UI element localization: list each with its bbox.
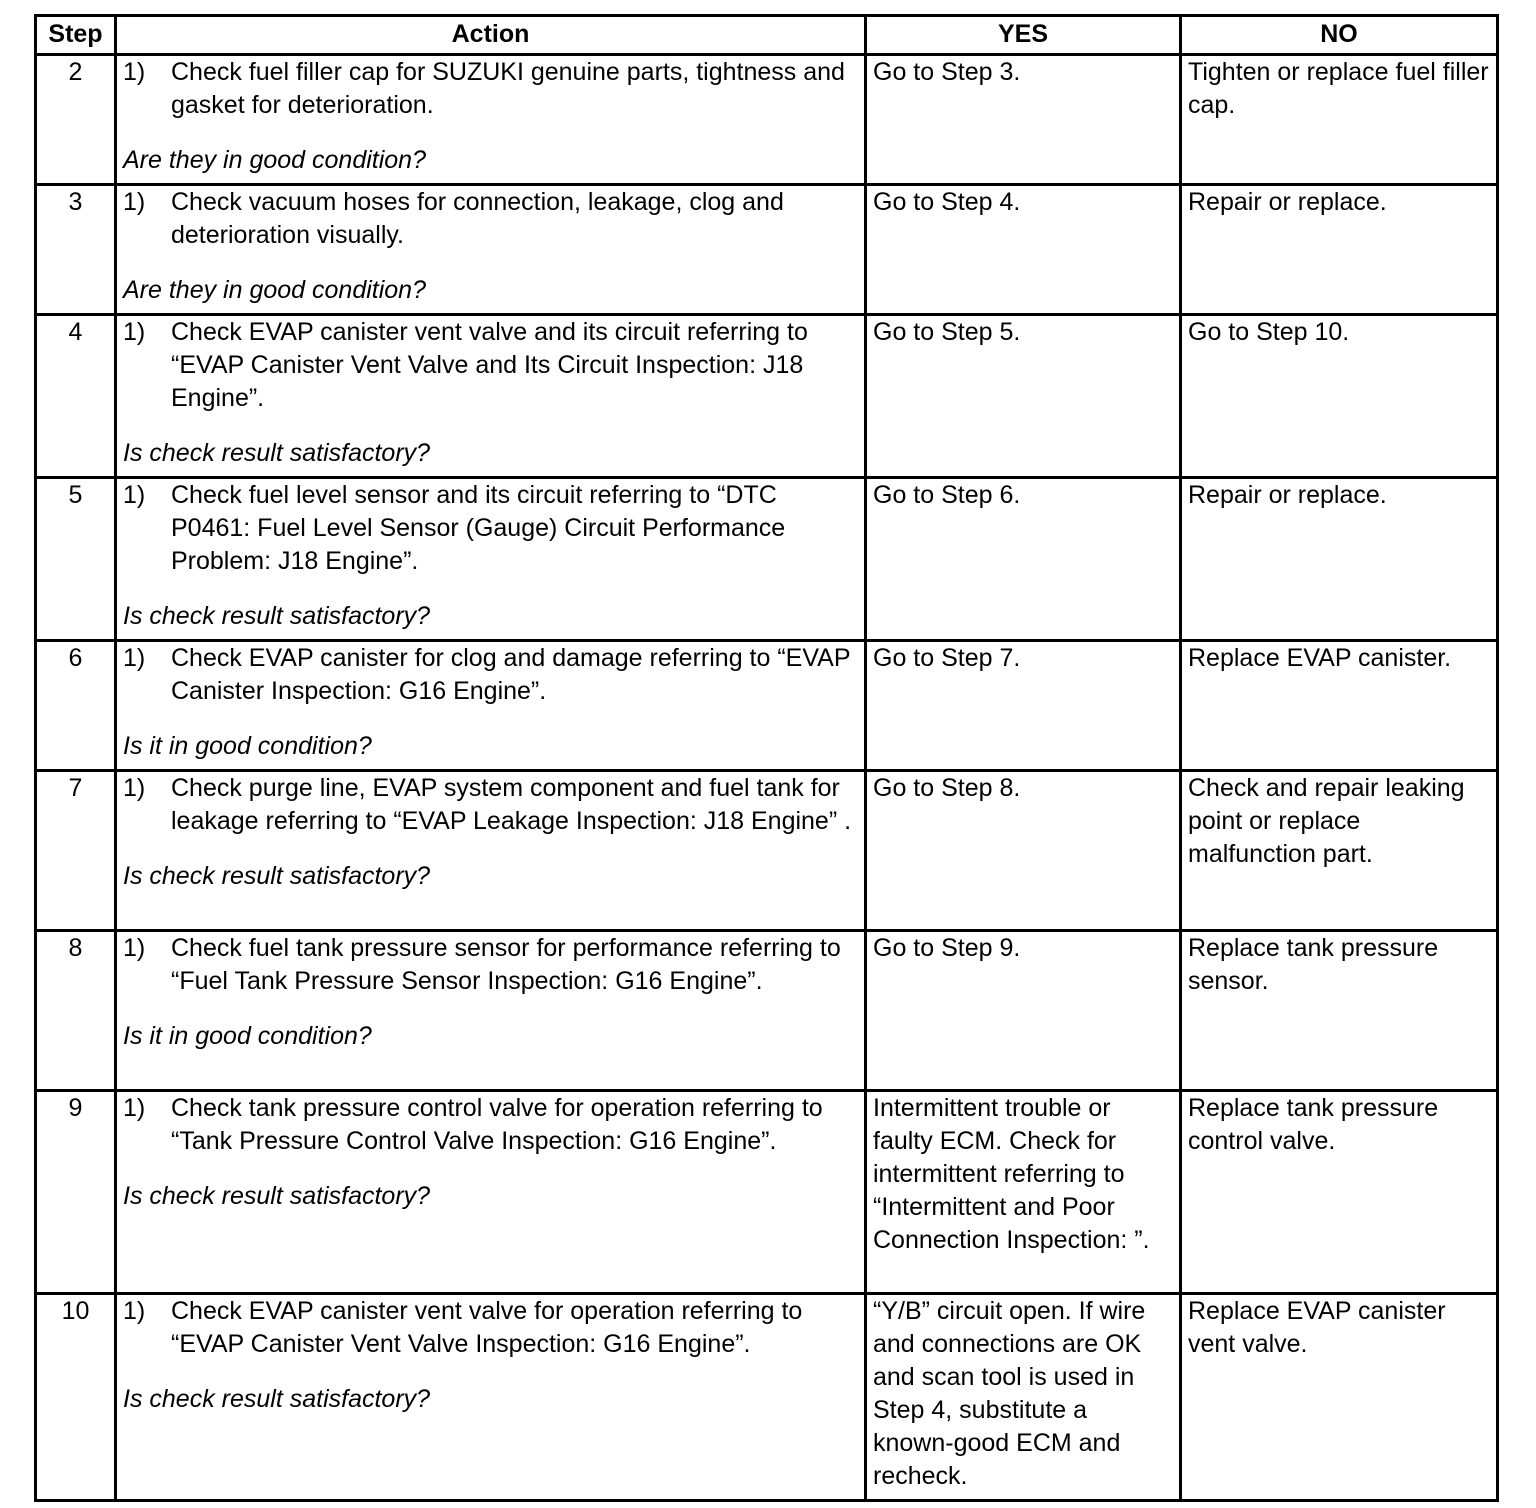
- action-question: Are they in good condition?: [123, 276, 426, 304]
- table-row: [36, 1294, 1498, 1501]
- action-item: [123, 1092, 858, 1158]
- yes-result: Go to Step 7.: [866, 641, 1181, 771]
- action-item: [123, 479, 858, 578]
- step-number: 4: [36, 315, 116, 478]
- table-row: [36, 55, 1498, 185]
- table-row: [36, 478, 1498, 641]
- yes-result: Go to Step 6.: [866, 478, 1181, 641]
- action-question: Is check result satisfactory?: [123, 862, 431, 890]
- action-item: [123, 1295, 858, 1361]
- step-number: 2: [36, 55, 116, 185]
- no-result: Repair or replace.: [1181, 478, 1498, 641]
- action-item-text: Check EVAP canister vent valve and its circuit referring to “EVAP Canister Vent Valve and Its Circuit Inspection: J18 Engine”.: [171, 318, 808, 412]
- table-row: [36, 185, 1498, 315]
- no-result: Replace EVAP canister vent valve.: [1181, 1294, 1498, 1501]
- header-action: Action: [116, 16, 866, 55]
- action-cell: [116, 641, 866, 771]
- header-yes: YES: [866, 16, 1181, 55]
- action-cell: [116, 315, 866, 478]
- step-number: 10: [36, 1294, 116, 1501]
- action-item-number: 1): [123, 644, 146, 672]
- action-item: [123, 642, 858, 708]
- action-item-number: 1): [123, 774, 146, 802]
- table-row: [36, 315, 1498, 478]
- action-cell: [116, 55, 866, 185]
- action-question: Is check result satisfactory?: [123, 1385, 431, 1413]
- action-question: Is check result satisfactory?: [123, 439, 431, 467]
- troubleshooting-table: [34, 14, 1499, 1502]
- yes-result: Go to Step 9.: [866, 931, 1181, 1091]
- step-number: 7: [36, 771, 116, 931]
- no-result: Go to Step 10.: [1181, 315, 1498, 478]
- yes-result: Go to Step 5.: [866, 315, 1181, 478]
- action-question: Is it in good condition?: [123, 1022, 372, 1050]
- action-item-number: 1): [123, 318, 146, 346]
- action-cell: [116, 1294, 866, 1501]
- yes-result: Go to Step 3.: [866, 55, 1181, 185]
- action-cell: [116, 1091, 866, 1294]
- action-cell: [116, 931, 866, 1091]
- no-result: Replace EVAP canister.: [1181, 641, 1498, 771]
- no-result: Replace tank pressure sensor.: [1181, 931, 1498, 1091]
- no-result: Check and repair leaking point or replace malfunction part.: [1181, 771, 1498, 931]
- no-result: Repair or replace.: [1181, 185, 1498, 315]
- header-no: NO: [1181, 16, 1498, 55]
- action-question: Is check result satisfactory?: [123, 602, 431, 630]
- action-item: [123, 186, 858, 252]
- action-item-text: Check EVAP canister vent valve for operation referring to “EVAP Canister Vent Valve Inspection: G16 Engine”.: [171, 1297, 803, 1358]
- yes-result: “Y/B” circuit open. If wire and connections are OK and scan tool is used in Step 4, substitute a known-good ECM and recheck.: [866, 1294, 1181, 1501]
- action-cell: [116, 185, 866, 315]
- table-row: [36, 1091, 1498, 1294]
- action-question: Is it in good condition?: [123, 732, 372, 760]
- action-item-number: 1): [123, 58, 146, 86]
- table-row: [36, 641, 1498, 771]
- yes-result: Go to Step 8.: [866, 771, 1181, 931]
- action-cell: [116, 771, 866, 931]
- table-body: [36, 55, 1498, 1501]
- header-step: Step: [36, 16, 116, 55]
- action-item: [123, 316, 858, 415]
- action-item: [123, 772, 858, 838]
- troubleshooting-table-container: [34, 14, 1499, 1502]
- table-header-row: [36, 16, 1498, 55]
- action-item-text: Check tank pressure control valve for operation referring to “Tank Pressure Control Valve Inspection: G16 Engine”.: [171, 1094, 823, 1155]
- action-item-number: 1): [123, 934, 146, 962]
- step-number: 6: [36, 641, 116, 771]
- action-item-number: 1): [123, 188, 146, 216]
- table-row: [36, 771, 1498, 931]
- action-question: Are they in good condition?: [123, 146, 426, 174]
- step-number: 3: [36, 185, 116, 315]
- action-item-text: Check vacuum hoses for connection, leakage, clog and deterioration visually.: [171, 188, 784, 249]
- no-result: Replace tank pressure control valve.: [1181, 1091, 1498, 1294]
- action-item: [123, 932, 858, 998]
- action-item-text: Check fuel filler cap for SUZUKI genuine parts, tightness and gasket for deterioration.: [171, 58, 845, 119]
- action-item-text: Check fuel tank pressure sensor for performance referring to “Fuel Tank Pressure Sensor Inspection: G16 Engine”.: [171, 934, 841, 995]
- action-item-number: 1): [123, 1297, 146, 1325]
- no-result: Tighten or replace fuel filler cap.: [1181, 55, 1498, 185]
- action-item-text: Check EVAP canister for clog and damage referring to “EVAP Canister Inspection: G16 Engine”.: [171, 644, 851, 705]
- action-item: [123, 56, 858, 122]
- step-number: 5: [36, 478, 116, 641]
- step-number: 9: [36, 1091, 116, 1294]
- table-row: [36, 931, 1498, 1091]
- yes-result: Intermittent trouble or faulty ECM. Check for intermittent referring to “Intermittent and Poor Connection Inspection: ”.: [866, 1091, 1181, 1294]
- action-item-number: 1): [123, 1094, 146, 1122]
- action-item-number: 1): [123, 481, 146, 509]
- action-cell: [116, 478, 866, 641]
- action-item-text: Check fuel level sensor and its circuit referring to “DTC P0461: Fuel Level Sensor (Gauge) Circuit Performance Problem: J18 Engine”.: [171, 481, 786, 575]
- action-item-text: Check purge line, EVAP system component and fuel tank for leakage referring to “EVAP Leakage Inspection: J18 Engine” .: [171, 774, 852, 835]
- yes-result: Go to Step 4.: [866, 185, 1181, 315]
- step-number: 8: [36, 931, 116, 1091]
- action-question: Is check result satisfactory?: [123, 1182, 431, 1210]
